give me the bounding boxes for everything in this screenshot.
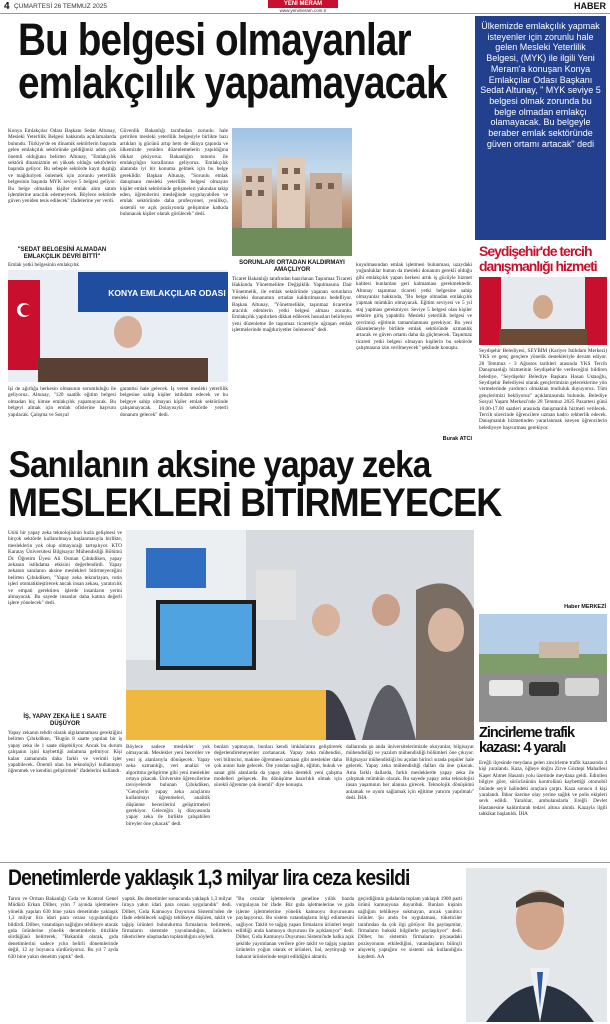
traffic-photo-graphic (479, 614, 607, 722)
side2-headline-line2: kazası: 4 yaralı (479, 740, 566, 756)
seydisehir-photo-graphic (479, 277, 607, 345)
konya-photo-sign: KONYA EMLAKÇILAR ODASI (108, 288, 226, 298)
story2-headline (8, 444, 502, 525)
page-header (0, 0, 610, 14)
classroom-photo (126, 530, 474, 740)
story2-col4-text: dallarında şu anda üniversitelerimizde okuyanlar, bilgisayar mühendisliği ve yazılım mühendisliği bölümleri öne çıkıyor. Bilgisayar mühendisliği bu açıdan birinci sırada popüler hale gelecek. Yapay zeka mühendisliği dalları da öne çıkacak. Ama farklı dallarda, farklı mesleklerde yapay zeka ile çalışmak mümkün olacak. Bu sayede yapay zeka teknolojisi insan yaşamının her alanına girecek. Teknolojik dönüşümü anlamak ve uyum sağlamak için eğitime yatırım yapılmalı" dedi. İHA (346, 744, 474, 802)
story3-col3-text: "Bu cezalar işletmelerin geneline yıllık bazda vurgulayan bir ifade. Biz gıda işletmelerine ve gıda işleme işletmelerine yönelik kamuoyu duyurusunu paylaşıyoruz. Bu sistem vatandaşların bilgi edinmesini sağlıyor. Taklit ve tağşiş yapan firmaların ürünleri tespit edildiği anda kamuoyu duyurusu ile açıklanıyor" dedi. Dilber, Gıda Kamuoyu Duyurusu Sistemi'nde halka açık şekilde yayımlanan verilere göre taklit ve tağşiş yapılan ürünlerin yoğun olarak et ürünleri, bal, zeytinyağı ve baharat ürünlerinde tespit edildiğini aktardı. (236, 896, 354, 960)
story3-headline: Denetimlerde yaklaşık 1,3 milyar lira ceza kesildi (8, 865, 410, 890)
portrait-graphic (466, 868, 607, 1022)
story2-headline-line2: MESLEKLERİ BİTİRMEYECEK (8, 481, 502, 525)
story1-col2-text2: Ticaret Bakanlığı tarafından hazırlanan Taşınmaz Ticareti Hakkında Yönetmelikte Değişiklik Yapılmasına Dair Yönetmelik, ile emlak sektöründe yaşanan sorunların mesleki donanımın ortadan kaldırılmasını hedefliyor. Başkan Altunay, "Yönetmelikle, taşınmaz ticaretine aracılık edenlerin yetki belgesi alması zorunlu. Emlakçılık yapılırken dikkat edilecek hususları belirleyen yeni düzenleme ile taşınmaz ticaretiyle uğraşan emlak işletmelerinde mağduriyetler önlenecek" dedi. (232, 276, 352, 334)
section-divider (0, 862, 610, 863)
story1-headline-line1: Bu belgesi olmayanlar (18, 14, 411, 65)
page-number: 4 (4, 1, 10, 12)
story1-col2-text3: garantisi hale gelecek. İş veren mesleki yeterlilik belgesine sahip kişiler istihdam edecek ve bu belgeye sahip olmayan kişiler emlak sektöründe çalışamayacak. Dolayısıyla sektörde yeterli donanım gelecek" dedi. (120, 386, 228, 418)
story2-col1-text2: Yapay zekanın tehdit olarak algılanmaması gerektiğini belirten Çıbıkdiken, "Bugün 8 saatte yapılan bir iş yapay zeka ile 1 saate düşebiliyor. Ancak bu durum çalışanın işini kaybettiği anlamına gelmiyor. Kişi kalan zamanında daha farklı ve verimli işler yapabilecek. Önemli olan bu teknolojiyi kullanmayı öğrenmek ve kendini geliştirmek" ifadelerini kullandı. (8, 730, 122, 775)
side1-headline-line1: Seydişehir'de tercih (479, 243, 592, 259)
story1-col1-text3: İşi de ağırlığa herkesin olmasının sorumluluğu ile geliyoruz. Altunay, "120 saatlik eğitim belgesi olmadan hiç kimse emlakçılık yapamayacak. Bu belgeyi almak için emlak ofislerine başvuru yapılacak. Çalışma ve Sosyal (8, 386, 116, 418)
story1-col2-text: Güvenlik Bakanlığı tarafından zorunlu hale getirilen mesleki yeterlilik belgesiyle birlikte bazı artıkları iş gücünü artıp hem de dünya çapında ve ülkemizde yeniden düzenlemelerin yapıldığına dikkat çekiyoruz. Bakanlığın tutumu ile emlakçılığın kurallarına geliyoruz. Emlakçılık alanında iyi bir konuma gelmek için bu belge gereklidir. Başkan Altunay, "Sorunlu emlak danışmanı mesleki yeterlilik belgesi olmayan kişiler emlak sektöründe gelişmeleri yakından takip eden, öğrenilerini mesleğinde uygulayabilen ve emlak sektöründe daha profesyonel, yenilikçi, sistemli ve açık pozisyonda gelişimine katkıda bulunacak kişiler olarak görülecek" dedi. (120, 128, 228, 218)
website-url: www.yenimeram.com.tr (279, 8, 327, 13)
side1-headline-line2: danışmanlığı hizmeti (479, 258, 597, 274)
side1-headline (479, 244, 607, 274)
side2-headline-line1: Zincirleme trafik (479, 725, 575, 741)
issue-date: ÇUMARTESİ 26 TEMMUZ 2025 (14, 3, 107, 10)
story1-col1-text: Konya Emlakçılar Odası Başkanı Sedat Altunay, Mesleki Yeterlilik Belgesi hakkında açıklamalarda bulundu. Türkiye'de en dinamik sektörlerin başında gelen emlakçılık sektöründe geldiğimiz adım çok önemli olduğunu belirten Altunay, "Emlakçılık sektörü dinamizmin en yüksek olduğu sektörlerin başında geliyor. Bu sebeple sektörde kayıt dışılığı ve mağduriyeti önlemek için zorunlu yeterlilik belgesinin başında MYK seviye 5 belgesi geliyor. Bu belge olmadan kişiler emlak alım satım işlemlerine aracılık edemeyecek. Böylece sektörde güven yeniden tesis edilecek" ifadelerine yer verdi. (8, 128, 116, 205)
story1-col1-text2: Emlak yetki belgesinin emlakçılık (8, 262, 80, 268)
story2-headline-line1: Sanılanın aksine yapay zeka (8, 444, 431, 485)
side2-text: Ereğli ilçesinde meydana gelen zincirleme trafik kazasında 4 kişi yaralandı. Kaza, öğleye doğru Zirve Göztepi Mahallesi Kaşer Ahmet Hasanlı yolu üzerinde meydana geldi. Edinilen bilgiye göre, sürücüsünün kontrolünü kaybettiği otomobil önünde seyir halindeki araçlara çarptı. Kaza sonucu 4 kişi yaralandı. İhbar üzerine olay yerine sağlık ve polis ekipleri sevk edildi. Yaralılar, ambulanslarla Ereğli Devlet Hastanesine kaldırılarak tedavi altına alındı. Kazayla ilgili tahkikat başlatıldı. İHA (479, 760, 607, 818)
brand-logo: YENİ MERAM (268, 0, 338, 8)
traffic-accident-photo (479, 614, 607, 722)
story3-col1-text: Tarım ve Orman Bakanlığı Gıda ve Kontrol Genel Müdürü Erkan Dilber, yılın 7 ayında işletmelere yönelik yapılan 630 bine yakın denetimde yaklaşık 1,3 milyar lira idari para cezası uygulandığını bildirdi. Dilber, vatandaşın sağlığını tehlikeye atacak gıda ürünlerine yönelik denetimlerin titizlikle sürdüğünü belirterek, "Bakanlık olarak, gıda denetimlerini sadece yılın belirli dönemlerinde değil, 12 ay boyunca sürdürüyoruz. Bu yıl 7 ayda 630 bine yakın denetim yaptık" dedi. (8, 896, 118, 960)
story3-col2-text: yaptık. Bu denetimler sonucunda yaklaşık 1,3 milyar liraya yakın idari para cezası uygulandık" dedi. Dilber, Gıda Kamuoyu Duyurusu Sistemi'nden de ifade edebilecek sağlığı tehlikeye düşüren, taklit ve tağşiş ürünleri bulundurma firmalarını belirterek, firmaların sistemde yayınlandığını, ürünlerin tüketicilere ulaşmadan toplatıldığını söyledi. (122, 896, 232, 941)
story1-headline-line2: emlakçılık yapamayacak (18, 57, 447, 108)
story1-col3-text: kuyulmasından emlak işletmesi bulunması, uzaydaki yoğunluklar bunun da mesleki donanım gerekli olduğu gibi emlakçılık yapan herkesi artık iş gücüyle hizmet kalitesi bunlardan geri kalmaması gerekmektedir. Altunay taşınmaz ticareti yetki belgesine sahip olmayanlar hakkında, "Bu belge olmadan emlakçılık yapmak mümkün olmayacak. Eğitim seviyesi ve 5 yıl staj yapması gerekmiyor. Seviye 5 belgesi olan kişiler sektöre giriş yapabilir. Mesleki yeterlilik belgesi ve çevrimiçi eğitimin tamamlanması gerekiyor. Bu yeni düzenlemeyle birlikte emlak sektöründe uzmanlık artacak ve güven ortamı daha da güçlenecek. Taşınmaz ticareti yetki belgesi olmayan kişilerin bu sektörde çalışmasına izin verilmeyecek" şeklinde konuştu. (356, 262, 472, 352)
story3-col4-text: geçirdiğimiz gıdalarda toplam yaklaşık 1900 parti ürünü kamuoyuna duyurduk. Bunları kişinin sağlığını tehlikeye sokmayan, ancak yanıltıcı ürünler. Şu anda bu uygulaması, tüketiciler tarafından da çok ilgi görüyor. Bu paylaşımlar, firmaların hukuki bilgilerle paylaşılıyor" dedi. Dilber, bu sistemin firmaların piyasadaki pozisyonunu etkilediğini, vatandaşların bilinçli alışveriş yaptığını ve sistemi sık kullandığını kaydetti. AA (358, 896, 462, 960)
konya-photo-graphic (8, 270, 228, 382)
story1-col2-subhead: SORUNLARI ORTADAN KALDIRMAYI AMAÇLIYOR (239, 260, 345, 273)
story1-spot: Ülkemizde emlakçılık yapmak isteyenler için zorunlu hale gelen Mesleki Yeterlilik Belgesi, (MYK) ile ilgili Yeni Meram'a konuşan Konya Emlakçılar Odası Başkanı Sedat Altunay, " MYK seviye 5 belgesi olmak zorunda bu belge olmadan emlakçı olamayacak. Bu belgeyle beraber emlak sektöründe güven ortamı artacak" dedi (475, 16, 606, 240)
seydisehir-photo (479, 277, 607, 345)
side1-byline: Haber MERKEZİ (564, 604, 606, 610)
building-photo (232, 128, 352, 256)
story1-col1-subhead: "SEDAT BELGESİNİ ALMADAN EMLAKÇILIK DEVRİ BİTTİ" (17, 247, 107, 260)
story2-col2-text: Böylece sadece meslekler yok olmayacak. Meslekler yeni beceriler ve yeni iş alanlarıyla dönüşecek. Yapay zeka uzmanlığı, veri analizi ve algoritma geliştirme gibi yeni meslekler ortaya çıkacak. Üniversite öğrencilerine tavsiyelerde bulunan Çıbıkdiken, "Gençlerin yapay zeka araçlarını kullanmayı öğrenmeleri, analitik düşünme becerilerini geliştirmeleri gerekiyor. Geleceğin iş dünyasında yapay zeka ile birlikte çalışabilen bireyler öne çıkacak" dedi. (126, 744, 210, 827)
story1-byline: Burak ATCI (442, 436, 472, 442)
side2-headline (479, 726, 607, 756)
section-label: HABER (573, 1, 606, 11)
official-portrait-photo (466, 868, 607, 1022)
story1-headline (18, 14, 447, 108)
side1-text: Seydişehir Belediyesi, SEYBİM (Kariyer İstihdam Merkezi) YKS ve genç gençlere yönelik destekleriyle devam ediyor. 28 Temmuz - 3 Ağustos tarihleri arasında YKS Tercih Danışmanlığı hizmetinin Seydişehir'de verileceğini bildiren belediye, "Seydişehir Belediye Başkanı Hasan Ustaoğlu, Seydişehir Belediyesi olarak gençlerimizin geleceklerine yön vermelerinde yardımcı olmaktan mutluluk duyuyoruz. Tüm gençlerimizi bekliyoruz" açıklamasında bulundu. Belediye Sosyal Yaşam Merkezi'nde 28 Temmuz 2025 Pazartesi günü 10.00-17.00 saatleri arasında danışmanlık hizmeti verilecek. Tercih sürecinde öğrencilere uzman kadro rehberlik edecek. Danışmanlık hizmetinden yararlanmak isteyen öğrencilerin belediyeye başvurması gerekiyor. (479, 348, 607, 431)
konya-emlakcilar-photo (8, 270, 228, 382)
story2-col3-text: bunları yapmayan, bunları kendi imkânlarını geliştirerek değerlendiremeyenler zorlanacak. Yapay zeka mühendisi, veri bilimcisi, makine öğrenmesi uzmanı gibi meslekler daha çok aranır hale gelecek. Öte yandan sağlık, eğitim, hukuk ve sanat gibi alanlarda da yapay zeka destekli yeni çalışma modelleri gelişecek. Bu dönüşüme hazırlıklı olmak için sürekli öğrenme çok önemli" diye konuştu. (214, 744, 342, 789)
classroom-photo-graphic (126, 530, 474, 740)
building-photo-graphic (232, 128, 352, 256)
story2-col1-subhead: İŞ, YAPAY ZEKA İLE 1 SAATE DÜŞÜYOR (23, 714, 107, 727)
story2-col1-text: Ünlü bir yapay zeka teknolojisinin hızla gelişmesi ve birçok sektörde kullanılmaya başlanmasıyla birlikte, mesleklerin yok olup olmayacağı tartışılıyor. KTO Karatay Üniversitesi Bilgisayar Mühendisliği Bölümü Dr. Öğretim Üyesi Ali Osman Çıbıkdiken, yapay zekanın istihdama etkisini değerlendirdi. Yapay zekanın sanılanın aksine meslekleri bitirmeyeceğini belirten Çıbıkdiken, "Yapay zeka tekrarlayan, rutin işleri otomatikleştirecek ancak insan zekası, yaratıcılık ve empati gerektiren işlerde insanların yerini almayacak. Bu sayede insanlar daha katma değerli işlere yönelecek" dedi. (8, 530, 122, 607)
